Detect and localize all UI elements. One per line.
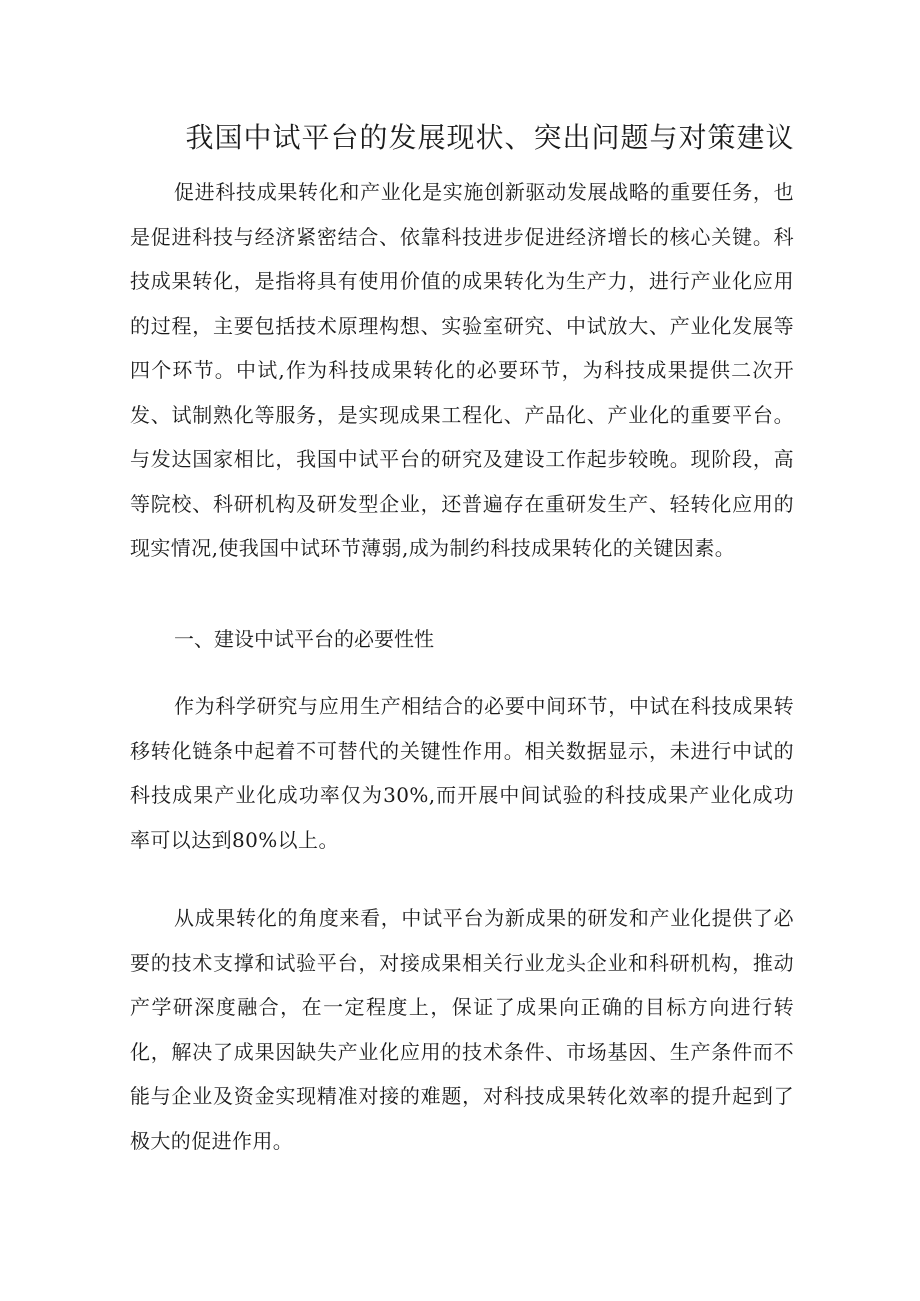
document-title: 我国中试平台的发展现状、突出问题与对策建议 [185,121,795,154]
section-heading-necessity: 一、建设中试平台的必要性性 [174,627,434,651]
section-paragraph-2: 从成果转化的角度来看，中试平台为新成果的研发和产业化提供了必要的技术支撑和试验平台，对接成果相关行业龙头企业和科研机构，推动产学研深度融合，在一定程度上，保证了成果向正确的目标方向进行转化，解决了成果因缺失产业化应用的技术条件、市场基因、生产条件而不能与企业及资金实现精准对接的难题，对科技成果转化效率的提升起到了极大的促进作用。 [130,906,794,1153]
section-paragraph-1: 作为科学研究与应用生产相结合的必要中间环节，中试在科技成果转移转化链条中起着不可替代的关键性作用。相关数据显示，未进行中试的科技成果产业化成功率仅为30%,而开展中间试验的科技成果产业化成功率可以达到80%以上。 [130,694,794,852]
intro-paragraph: 促进科技成果转化和产业化是实施创新驱动发展战略的重要任务，也是促进科技与经济紧密结合、依靠科技进步促进经济增长的核心关键。科技成果转化，是指将具有使用价值的成果转化为生产力，进行产业化应用的过程，主要包括技术原理构想、实验室研究、中试放大、产业化发展等四个环节。中试,作为科技成果转化的必要环节，为科技成果提供二次开发、试制熟化等服务，是实现成果工程化、产品化、产业化的重要平台。与发达国家相比，我国中试平台的研究及建设工作起步较晚。现阶段，高等院校、科研机构及研发型企业，还普遍存在重研发生产、轻转化应用的现实情况,使我国中试环节薄弱,成为制约科技成果转化的关键因素。 [130,180,794,560]
